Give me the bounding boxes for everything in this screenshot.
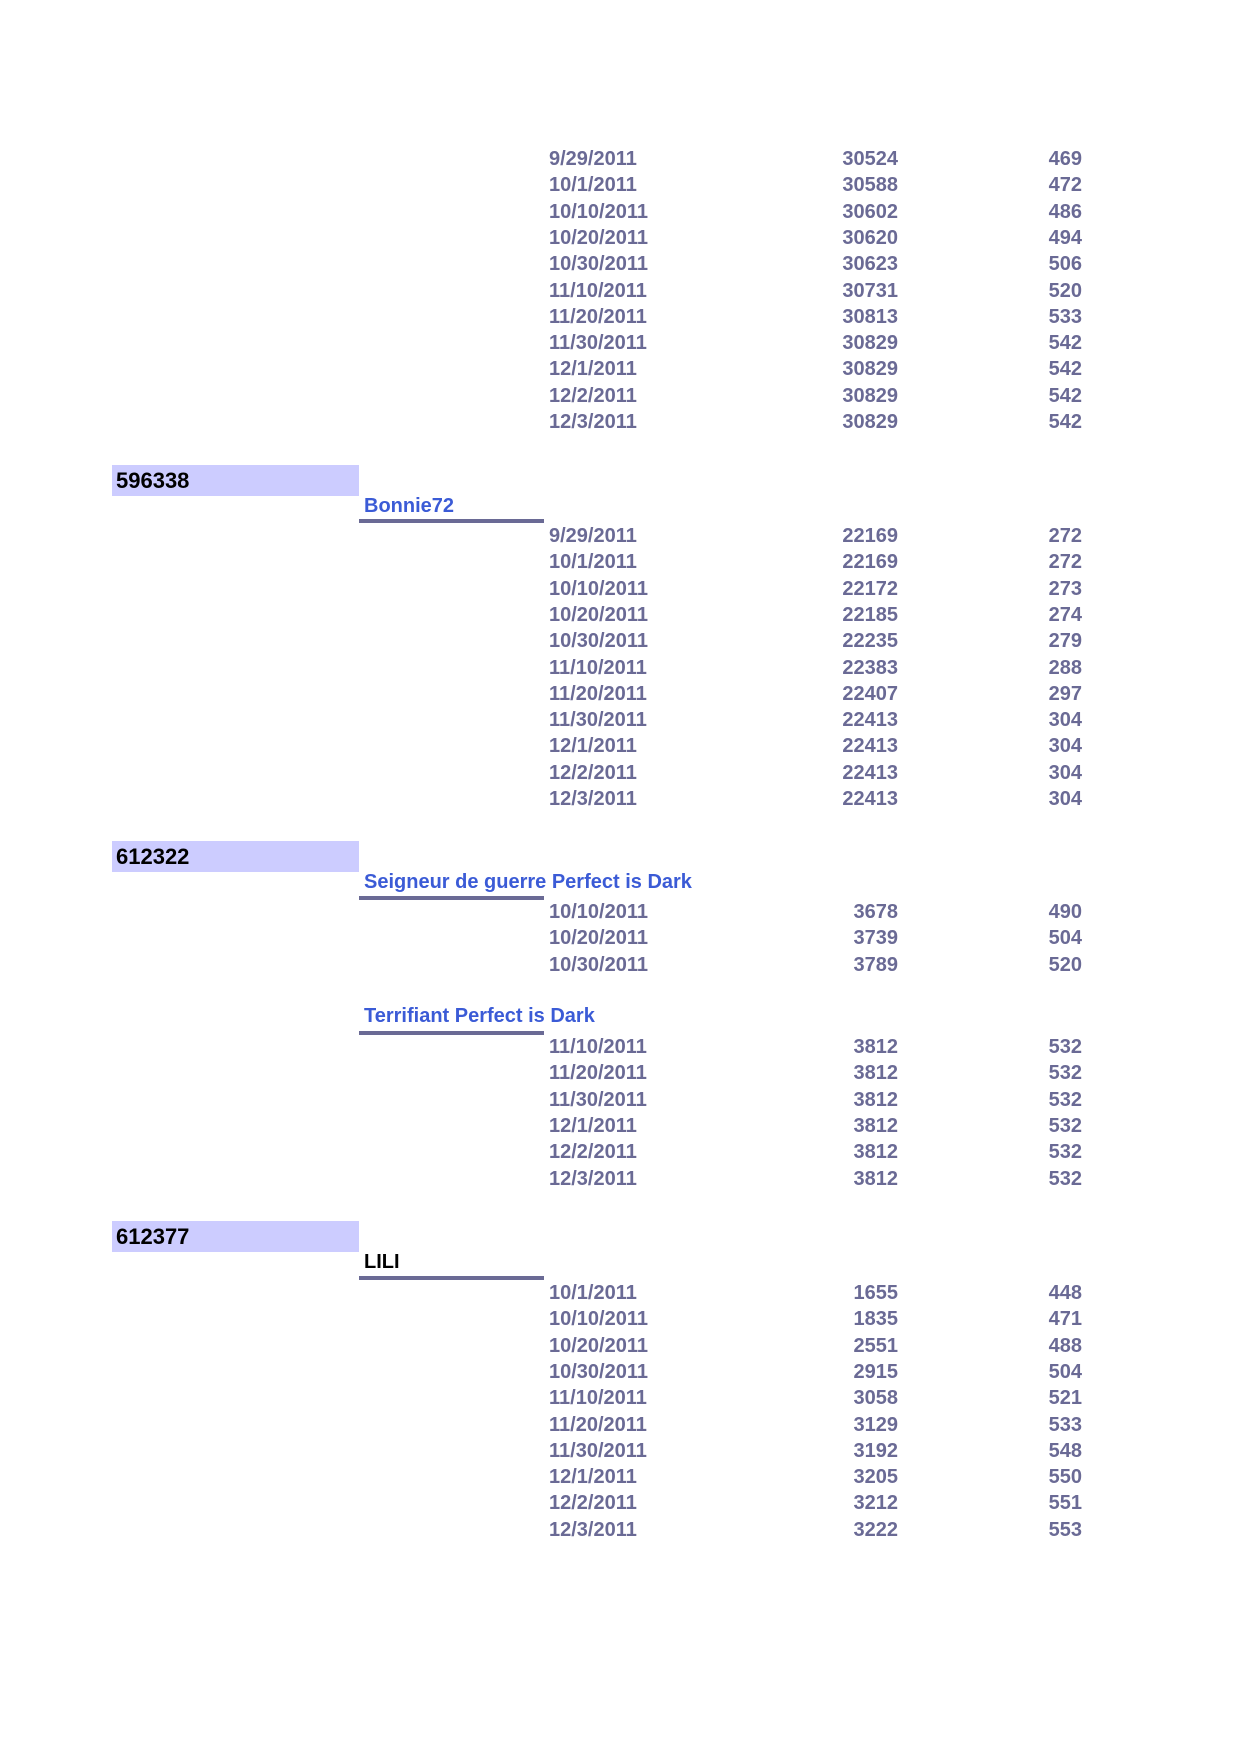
group-id-cell[interactable]: 596338	[112, 465, 359, 496]
table-row	[0, 1517, 1241, 1543]
date-cell[interactable]: 11/20/2011	[549, 1062, 647, 1085]
value-cell[interactable]: 520	[1048, 953, 1082, 976]
table-row	[0, 172, 1241, 198]
table-row	[0, 1280, 1241, 1306]
value-cell[interactable]: 542	[1048, 358, 1082, 381]
table-row	[0, 356, 1241, 382]
date-cell[interactable]: 10/20/2011	[549, 927, 648, 950]
value-cell[interactable]: 551	[1048, 1492, 1082, 1515]
value-cell[interactable]: 488	[1048, 1334, 1082, 1357]
table-row	[0, 786, 1241, 812]
value-cell[interactable]: 30829	[842, 411, 898, 433]
date-cell[interactable]: 12/3/2011	[549, 411, 637, 433]
table-row	[0, 1385, 1241, 1411]
date-cell[interactable]: 11/30/2011	[549, 1439, 647, 1462]
value-cell[interactable]: 553	[1048, 1518, 1082, 1541]
table-row	[0, 549, 1241, 575]
table-row	[0, 952, 1241, 978]
player-name-cell[interactable]: Seigneur de guerre Perfect is Dark	[364, 871, 692, 893]
value-cell[interactable]: 30731	[842, 279, 898, 302]
value-cell[interactable]: 3205	[853, 1466, 898, 1489]
value-cell[interactable]: 274	[1048, 603, 1082, 626]
value-cell[interactable]: 3212	[853, 1492, 898, 1515]
date-cell[interactable]: 10/20/2011	[549, 1334, 648, 1357]
value-cell[interactable]: 521	[1048, 1387, 1082, 1410]
value-cell[interactable]: 22413	[842, 788, 898, 810]
date-cell[interactable]: 12/2/2011	[549, 761, 637, 784]
date-cell[interactable]: 10/10/2011	[549, 200, 648, 223]
date-cell[interactable]: 11/30/2011	[549, 1088, 647, 1111]
value-cell[interactable]: 30620	[842, 226, 898, 249]
table-row	[0, 278, 1241, 304]
date-cell[interactable]: 12/2/2011	[549, 1492, 637, 1515]
value-cell[interactable]: 506	[1048, 253, 1082, 276]
group-id-cell[interactable]: 612377	[112, 1221, 359, 1252]
value-cell[interactable]: 494	[1048, 226, 1082, 249]
value-cell[interactable]: 22413	[842, 761, 898, 784]
value-cell[interactable]: 22185	[842, 603, 898, 626]
value-cell[interactable]: 3678	[853, 901, 898, 923]
date-cell[interactable]: 10/1/2011	[549, 551, 637, 574]
value-cell[interactable]: 504	[1048, 1360, 1082, 1383]
player-name-cell[interactable]: LILI	[364, 1251, 400, 1273]
value-cell[interactable]: 3192	[853, 1439, 898, 1462]
date-cell[interactable]: 12/2/2011	[549, 1141, 637, 1164]
table-row	[0, 707, 1241, 733]
value-cell[interactable]: 304	[1048, 709, 1082, 732]
date-cell[interactable]: 12/1/2011	[549, 358, 637, 381]
value-cell[interactable]: 3812	[853, 1088, 898, 1111]
table-row	[0, 1490, 1241, 1516]
date-cell[interactable]: 10/1/2011	[549, 174, 637, 197]
value-cell[interactable]: 3812	[853, 1141, 898, 1164]
table-row	[0, 1139, 1241, 1165]
value-cell[interactable]: 469	[1048, 148, 1082, 170]
date-cell[interactable]: 11/30/2011	[549, 709, 647, 732]
value-cell[interactable]: 22169	[842, 551, 898, 574]
value-cell[interactable]: 532	[1048, 1167, 1082, 1190]
value-cell[interactable]: 30829	[842, 384, 898, 407]
date-cell[interactable]: 11/10/2011	[549, 656, 647, 679]
value-cell[interactable]: 2915	[853, 1360, 898, 1383]
value-cell[interactable]: 3812	[853, 1167, 898, 1190]
value-cell[interactable]: 22235	[842, 630, 898, 653]
value-cell[interactable]: 22169	[842, 525, 898, 547]
table-row	[0, 760, 1241, 786]
value-cell[interactable]: 304	[1048, 735, 1082, 758]
date-cell[interactable]: 12/3/2011	[549, 1167, 637, 1190]
date-cell[interactable]: 12/3/2011	[549, 1518, 637, 1541]
value-cell[interactable]: 279	[1048, 630, 1082, 653]
date-cell[interactable]: 9/29/2011	[549, 525, 637, 547]
group-id-cell[interactable]: 612322	[112, 841, 359, 872]
value-cell[interactable]: 22413	[842, 709, 898, 732]
value-cell[interactable]: 3739	[853, 927, 898, 950]
table-row	[0, 733, 1241, 759]
value-cell[interactable]: 3812	[853, 1114, 898, 1137]
value-cell[interactable]: 30813	[842, 305, 898, 328]
value-cell[interactable]: 520	[1048, 279, 1082, 302]
table-row	[0, 1412, 1241, 1438]
date-cell[interactable]: 11/30/2011	[549, 332, 647, 355]
date-cell[interactable]: 10/20/2011	[549, 226, 648, 249]
table-row	[0, 330, 1241, 356]
table-row	[0, 383, 1241, 409]
value-cell[interactable]: 304	[1048, 761, 1082, 784]
date-cell[interactable]: 12/2/2011	[549, 384, 637, 407]
value-cell[interactable]: 550	[1048, 1466, 1082, 1489]
table-row	[0, 899, 1241, 925]
value-cell[interactable]: 471	[1048, 1308, 1082, 1331]
table-row	[0, 1359, 1241, 1385]
value-cell[interactable]: 22383	[842, 656, 898, 679]
table-row	[0, 1034, 1241, 1060]
value-cell[interactable]: 3812	[853, 1036, 898, 1058]
table-row	[0, 523, 1241, 549]
value-cell[interactable]: 472	[1048, 174, 1082, 197]
value-cell[interactable]: 542	[1048, 384, 1082, 407]
value-cell[interactable]: 272	[1048, 525, 1082, 547]
value-cell[interactable]: 3058	[853, 1387, 898, 1410]
table-row	[0, 576, 1241, 602]
date-cell[interactable]: 11/10/2011	[549, 279, 647, 302]
value-cell[interactable]: 272	[1048, 551, 1082, 574]
table-row	[0, 251, 1241, 277]
player-name-cell[interactable]: Bonnie72	[364, 495, 455, 517]
value-cell[interactable]: 3129	[853, 1413, 898, 1436]
player-name-cell[interactable]: Terrifiant Perfect is Dark	[364, 1005, 595, 1027]
date-cell[interactable]: 10/20/2011	[549, 603, 648, 626]
table-row	[0, 304, 1241, 330]
value-cell[interactable]: 1835	[853, 1308, 898, 1331]
value-cell[interactable]: 273	[1048, 577, 1082, 600]
date-cell[interactable]: 11/10/2011	[549, 1036, 647, 1058]
value-cell[interactable]: 30588	[842, 174, 898, 197]
date-cell[interactable]: 10/30/2011	[549, 630, 648, 653]
date-cell[interactable]: 10/1/2011	[549, 1282, 637, 1304]
table-row	[0, 1087, 1241, 1113]
value-cell[interactable]: 532	[1048, 1141, 1082, 1164]
table-row	[0, 1166, 1241, 1192]
date-cell[interactable]: 12/1/2011	[549, 1114, 637, 1137]
date-cell[interactable]: 12/3/2011	[549, 788, 637, 810]
value-cell[interactable]: 22413	[842, 735, 898, 758]
value-cell[interactable]: 542	[1048, 332, 1082, 355]
table-row	[0, 925, 1241, 951]
value-cell[interactable]: 3222	[853, 1518, 898, 1541]
value-cell[interactable]: 3812	[853, 1062, 898, 1085]
table-row	[0, 628, 1241, 654]
date-cell[interactable]: 10/30/2011	[549, 1360, 648, 1383]
table-row	[0, 1060, 1241, 1086]
table-row	[0, 146, 1241, 172]
table-row	[0, 1113, 1241, 1139]
value-cell[interactable]: 490	[1048, 901, 1082, 923]
date-cell[interactable]: 11/20/2011	[549, 682, 647, 705]
value-cell[interactable]: 297	[1048, 682, 1082, 705]
value-cell[interactable]: 532	[1048, 1036, 1082, 1058]
table-row	[0, 1438, 1241, 1464]
table-row	[0, 199, 1241, 225]
value-cell[interactable]: 30829	[842, 332, 898, 355]
value-cell[interactable]: 30524	[842, 148, 898, 170]
table-row	[0, 602, 1241, 628]
date-cell[interactable]: 10/30/2011	[549, 953, 648, 976]
value-cell[interactable]: 30602	[842, 200, 898, 223]
value-cell[interactable]: 2551	[853, 1334, 898, 1357]
table-row	[0, 655, 1241, 681]
value-cell[interactable]: 548	[1048, 1439, 1082, 1462]
value-cell[interactable]: 533	[1048, 1413, 1082, 1436]
value-cell[interactable]: 532	[1048, 1088, 1082, 1111]
value-cell[interactable]: 1655	[853, 1282, 898, 1304]
value-cell[interactable]: 22407	[842, 682, 898, 705]
value-cell[interactable]: 288	[1048, 656, 1082, 679]
table-row	[0, 1464, 1241, 1490]
table-row	[0, 225, 1241, 251]
value-cell[interactable]: 532	[1048, 1114, 1082, 1137]
value-cell[interactable]: 448	[1048, 1282, 1082, 1304]
date-cell[interactable]: 11/10/2011	[549, 1387, 647, 1410]
table-row	[0, 681, 1241, 707]
date-cell[interactable]: 10/10/2011	[549, 1308, 648, 1331]
table-row	[0, 409, 1241, 435]
date-cell[interactable]: 10/10/2011	[549, 577, 648, 600]
table-row	[0, 1306, 1241, 1332]
value-cell[interactable]: 533	[1048, 305, 1082, 328]
value-cell[interactable]: 542	[1048, 411, 1082, 433]
value-cell[interactable]: 30623	[842, 253, 898, 276]
table-row	[0, 1333, 1241, 1359]
value-cell[interactable]: 30829	[842, 358, 898, 381]
value-cell[interactable]: 22172	[842, 577, 898, 600]
date-cell[interactable]: 9/29/2011	[549, 148, 637, 170]
value-cell[interactable]: 504	[1048, 927, 1082, 950]
date-cell[interactable]: 10/10/2011	[549, 901, 648, 923]
date-cell[interactable]: 10/30/2011	[549, 253, 648, 276]
value-cell[interactable]: 532	[1048, 1062, 1082, 1085]
value-cell[interactable]: 486	[1048, 200, 1082, 223]
value-cell[interactable]: 3789	[853, 953, 898, 976]
value-cell[interactable]: 304	[1048, 788, 1082, 810]
date-cell[interactable]: 11/20/2011	[549, 1413, 647, 1436]
date-cell[interactable]: 12/1/2011	[549, 735, 637, 758]
date-cell[interactable]: 12/1/2011	[549, 1466, 637, 1489]
date-cell[interactable]: 11/20/2011	[549, 305, 647, 328]
